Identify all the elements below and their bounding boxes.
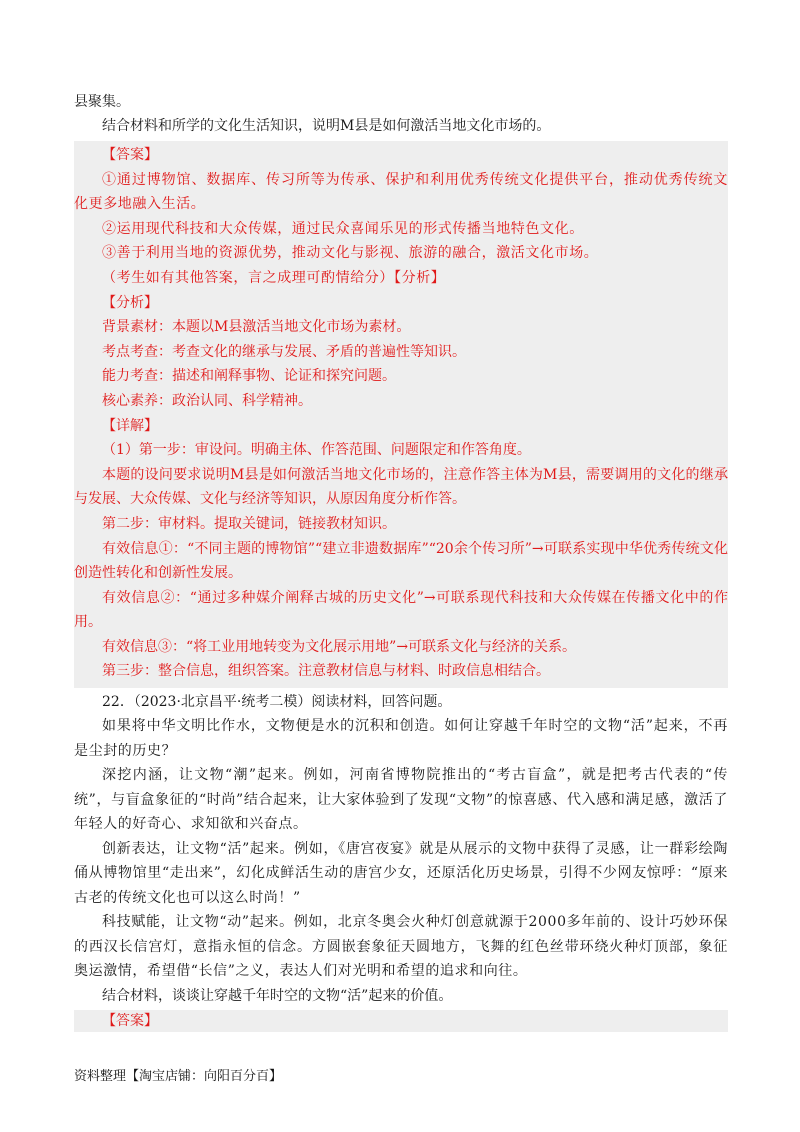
step-1-body: 本题的设问要求说明M县是如何激活当地文化市场的，注意作答主体为M县，需要调用的文化的继承与发展、大众传媒、文化与经济等知识，从原因角度分析作答。 <box>74 466 728 508</box>
analysis-label: 【分析】 <box>102 294 158 311</box>
effective-info-1: 有效信息①：“不同主题的博物馆”“建立非遗数据库”“20余个传习所”→可联系实现中华优秀传统文化创造性转化和创新性发展。 <box>74 540 728 582</box>
question-prompt: 结合材料和所学的文化生活知识，说明M县是如何激活当地文化市场的。 <box>102 118 551 134</box>
question-22-header: 22．（2023·北京昌平·统考二模）阅读材料，回答问题。 <box>102 694 452 711</box>
step-2: 第二步：审材料。提取关键词，链接教材知识。 <box>102 515 396 532</box>
analysis-item-1: 背景素材：本题以M县激活当地文化市场为素材。 <box>102 319 411 336</box>
analysis-item-3: 能力考查：描述和阐释事物、论证和探究问题。 <box>102 368 396 385</box>
step-3: 第三步：整合信息，组织答案。注意教材信息与材料、时政信息相结合。 <box>102 663 550 680</box>
effective-info-2: 有效信息②：“通过多种媒介阐释古城的历史文化”→可联系现代科技和大众传媒在传播文化中的作用。 <box>74 589 728 631</box>
analysis-item-4: 核心素养：政治认同、科学精神。 <box>102 392 312 409</box>
answer-point-1: ①通过博物馆、数据库、传习所等为传承、保护和利用优秀传统文化提供平台，推动优秀传统文化更多地融入生活。 <box>74 171 728 213</box>
answer-label: 【答案】 <box>102 147 158 163</box>
effective-info-3: 有效信息③：“将工业用地转变为文化展示用地”→可联系文化与经济的关系。 <box>102 638 577 655</box>
answer-block-22 <box>74 1010 728 1032</box>
material-paragraph-2: 深挖内涵，让文物“潮”起来。例如，河南省博物院推出的“考古盲盒”，就是把考古代表的“传统”，与盲盒象征的“时尚”结合起来，让大家体验到了发现“文物”的惊喜感、代入感和满足感，激活了年轻人的好奇心、求知欲和兴奋点。 <box>74 767 728 833</box>
material-paragraph-1: 如果将中华文明比作水，文物便是水的沉积和创造。如何让穿越千年时空的文物“活”起来，不再是尘封的历史？ <box>74 718 728 759</box>
step-1: （1）第一步：审设问。明确主体、作答范围、问题限定和作答角度。 <box>102 442 531 459</box>
answer-block <box>74 141 728 688</box>
answer-label-22: 【答案】 <box>102 1012 158 1029</box>
top-fragment: 县聚集。 <box>74 94 130 110</box>
answer-point-3: ③善于利用当地的资源优势，推动文化与影视、旅游的融合，激活文化市场。 <box>102 245 599 262</box>
material-paragraph-4: 科技赋能，让文物“动”起来。例如，北京冬奥会火种灯创意就源于2000多年前的、设计巧妙环保的西汉长信宫灯，意指永恒的信念。方圆嵌套象征天圆地方，飞舞的红色丝带环绕火种灯顶部，象征奥运激情，希望借“长信”之义，表达人们对光明和希望的追求和向往。 <box>74 914 728 980</box>
question-22-prompt: 结合材料，谈谈让穿越千年时空的文物“活”起来的价值。 <box>102 987 453 1004</box>
material-paragraph-3: 创新表达，让文物“活”起来。例如，《唐宫夜宴》就是从展示的文物中获得了灵感，让一群彩绘陶俑从博物馆里“走出来”，幻化成鲜活生动的唐宫少女，还原活化历史场景，引得不少网友惊呼：“原来古老的传统文化也可以这么时尚！” <box>74 840 728 906</box>
footer-source: 资料整理【淘宝店铺：向阳百分百】 <box>74 1069 283 1084</box>
detail-label: 【详解】 <box>102 417 158 434</box>
analysis-item-2: 考点考查：考查文化的继承与发展、矛盾的普遍性等知识。 <box>102 343 466 360</box>
answer-note: （考生如有其他答案，言之成理可酌情给分）【分析】 <box>102 269 446 286</box>
document-page <box>74 90 728 1032</box>
answer-point-2: ②运用现代科技和大众传媒，通过民众喜闻乐见的形式传播当地特色文化。 <box>102 220 584 237</box>
